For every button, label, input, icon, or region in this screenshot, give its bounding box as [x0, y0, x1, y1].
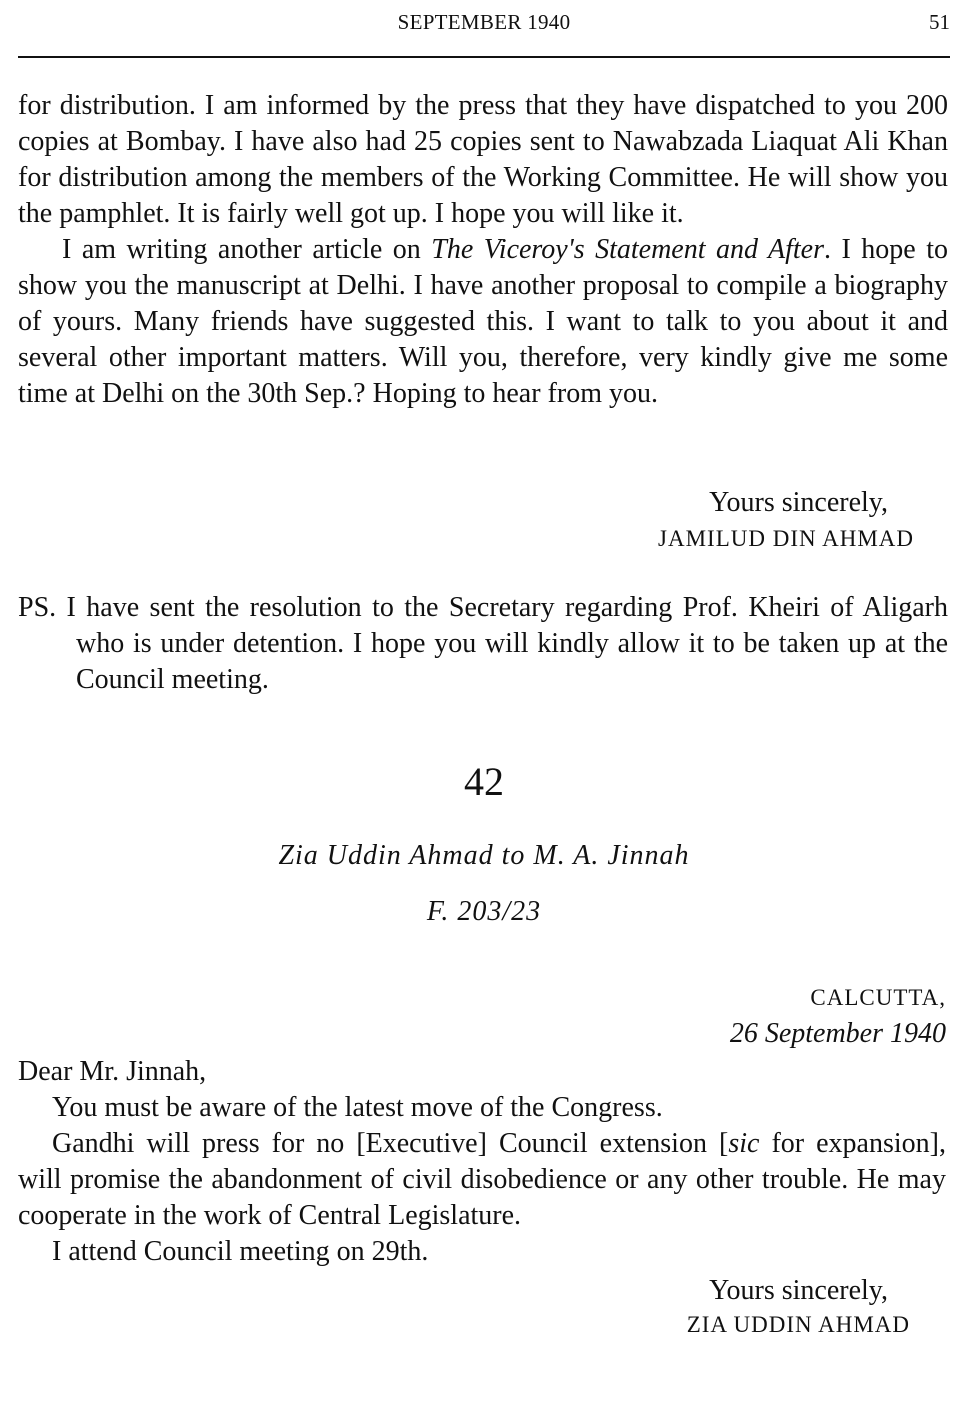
file-reference: F. 203/23 [426, 896, 542, 927]
paragraph-2-text-end: for expansion], will promise the abandonment of civil disobedience or any other trouble. He may cooperate in the work of Central Legislature. [18, 1128, 946, 1231]
paragraph-2-text-start: Gandhi will press for no [Executive] Council extension [ [52, 1128, 729, 1159]
page-number: 51 [929, 10, 950, 34]
running-title: SEPTEMBER 1940 [397, 10, 571, 34]
letter-42-paragraph-1: You must be aware of the latest move of the Congress. [52, 1092, 663, 1123]
paragraph-2-text-end: . I hope to show you the manuscript at Delhi. I have another proposal to compile a biography of yours. Many friends have suggested this. I want to talk to you about it and several other important matters. Will you, therefore, very kindly give me some time at Delhi on the 30th Sep.? Hoping to hear from you. [18, 234, 948, 409]
letter-41-paragraph-1: for distribution. I am informed by the press that they have dispatched to you 200 copies at Bombay. I have also had 25 copies sent to Nawabzada Liaquat Ali Khan for distribution among the members of the Working Committee. He will show you the pamphlet. It is fairly well got up. I hope you will like it. [18, 90, 948, 229]
sic-annotation: sic [728, 1128, 760, 1159]
letter-41-paragraph-2 [18, 232, 948, 412]
header-rule [18, 56, 950, 58]
document-number: 42 [464, 759, 504, 804]
document-heading: Zia Uddin Ahmad to M. A. Jinnah [278, 840, 690, 871]
letter-41-signature: JAMILUD DIN AHMAD [658, 526, 914, 551]
letter-42-signature: ZIA UDDIN AHMAD [686, 1312, 910, 1337]
article-title: The Viceroy's Statement and After [431, 234, 824, 265]
letter-42-body [18, 1054, 946, 1270]
letter-42-signoff [709, 1274, 888, 1308]
letter-42-closing: Yours sincerely, [709, 1275, 888, 1306]
paragraph-2-text-start: I am writing another article on [62, 234, 432, 265]
letter-42-paragraph-3: I attend Council meeting on 29th. [52, 1236, 429, 1267]
salutation: Dear Mr. Jinnah, [18, 1056, 207, 1087]
letter-42-dateline [730, 980, 946, 1052]
letter-41-signoff [709, 486, 888, 520]
postscript: PS. I have sent the resolution to the Secretary regarding Prof. Kheiri of Aligarh who is under detention. I hope you will kindly allow it to be taken up at the Council meeting. [18, 592, 948, 695]
running-header [18, 6, 950, 40]
letter-42-place: CALCUTTA, [810, 985, 946, 1010]
letter-41-closing: Yours sincerely, [709, 487, 888, 518]
letter-41-body [18, 88, 948, 412]
letter-42-paragraph-2 [18, 1126, 946, 1234]
letter-42-date: 26 September 1940 [729, 1018, 946, 1049]
